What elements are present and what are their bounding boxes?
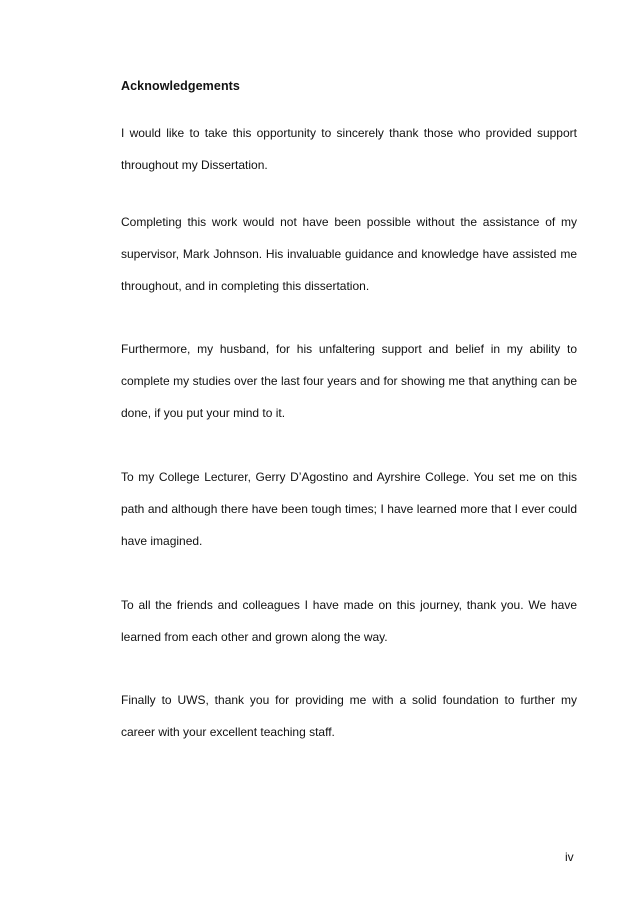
paragraph-supervisor: Completing this work would not have been possible without the assistance of my supervisor, Mark Johnson. His invaluable guidance and knowledge have assisted me throughout, and in completing this dissertation.	[121, 215, 577, 293]
paragraph-friends: To all the friends and colleagues I have made on this journey, thank you. We have learned from each other and grown along the way.	[121, 598, 577, 644]
paragraph-uws: Finally to UWS, thank you for providing me with a solid foundation to further my career with your excellent teaching staff.	[121, 693, 577, 739]
page-number: iv	[565, 850, 574, 864]
page-title: Acknowledgements	[121, 79, 240, 93]
paragraph-husband: Furthermore, my husband, for his unfaltering support and belief in my ability to complete my studies over the last four years and for showing me that anything can be done, if you put your mind to it.	[121, 342, 577, 420]
paragraph-intro: I would like to take this opportunity to sincerely thank those who provided support throughout my Dissertation.	[121, 126, 577, 172]
paragraph-lecturer: To my College Lecturer, Gerry D’Agostino and Ayrshire College. You set me on this path and although there have been tough times; I have learned more that I ever could have imagined.	[121, 470, 577, 548]
